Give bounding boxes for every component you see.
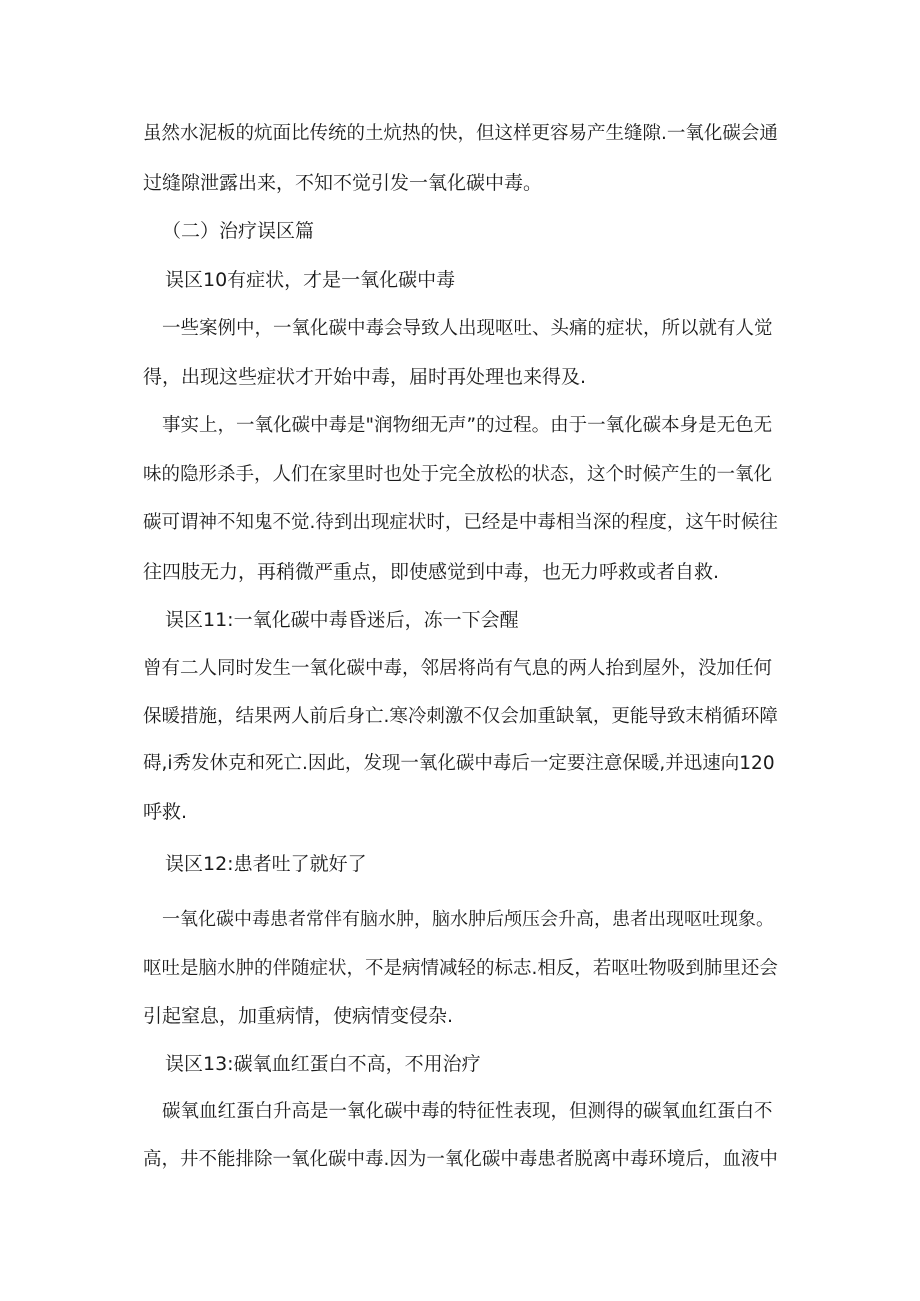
subheading: 误区13:碳氧血红蛋白不高，不用治疗 <box>165 1053 481 1075</box>
text-line: 味的隐形杀手，人们在家里时也处于完全放松的状态，这个时候产生的一氧化 <box>143 464 773 485</box>
text-line: 碍,i秀发休克和死亡.因此，发现一氧化碳中毒后一定要注意保暖,并迅速向120 <box>143 753 775 774</box>
text-line: 碳可谓神不知鬼不觉.待到出现症状时，已经是中毒相当深的程度，这午时候往 <box>143 512 778 533</box>
text-line: 一氧化碳中毒患者常伴有脑水肿，脑水肿后颅压会升高，患者出现呕吐现象。 <box>162 909 774 930</box>
subheading: 误区11:一氧化碳中毒昏迷后，冻一下会醒 <box>165 609 519 631</box>
text-line: 引起窒息，加重病情，使病情变侵杂. <box>143 1005 454 1027</box>
subheading: 误区12:患者吐了就好了 <box>165 853 367 875</box>
text-line: 保暖措施，结果两人前后身亡.寒冷刺激不仅会加重缺氧，更能导致末梢循环障 <box>143 706 778 727</box>
text-line: 高，井不能排除一氧化碳中毒.因为一氧化碳中毒患者脱离中毒环境后，血液中 <box>143 1149 778 1170</box>
text-line: 往四肢无力，再稍微严重点，即使感觉到中毒，也无力呼救或者自救. <box>143 561 720 583</box>
text-line: 曾有二人同时发生一氧化碳中毒，邻居将尚有气息的两人抬到屋外，没加任何 <box>143 658 773 679</box>
subheading: 误区10有症状，才是一氧化碳中毒 <box>165 269 456 291</box>
text-line: 一些案例中，一氧化碳中毒会导致人出现呕吐、头痛的症状，所以就有人觉 <box>162 318 773 339</box>
text-line: 虽然水泥板的炕面比传统的土炕热的快，但这样更容易产生缝隙.一氧化碳会通 <box>143 123 778 144</box>
text-line: 得，出现这些症状才开始中毒，届时再处理也来得及. <box>143 366 587 388</box>
section-heading: （二）治疗误区篇 <box>162 220 315 242</box>
text-line: 呕吐是脑水肿的伴随症状，不是病情减轻的标志.相反，若呕吐物吸到肺里还会 <box>143 958 778 979</box>
text-line: 过缝隙泄露出来，不知不觉引发一氧化碳中毒。 <box>143 172 543 194</box>
text-line: 事实上，一氧化碳中毒是"润物细无声”的过程。由于一氧化碳本身是无色无 <box>162 415 773 436</box>
text-line: 碳氧血红蛋白升高是一氧化碳中毒的特征性表现，但测得的碳氧血红蛋白不 <box>162 1101 773 1122</box>
text-line: 呼救. <box>143 801 188 823</box>
